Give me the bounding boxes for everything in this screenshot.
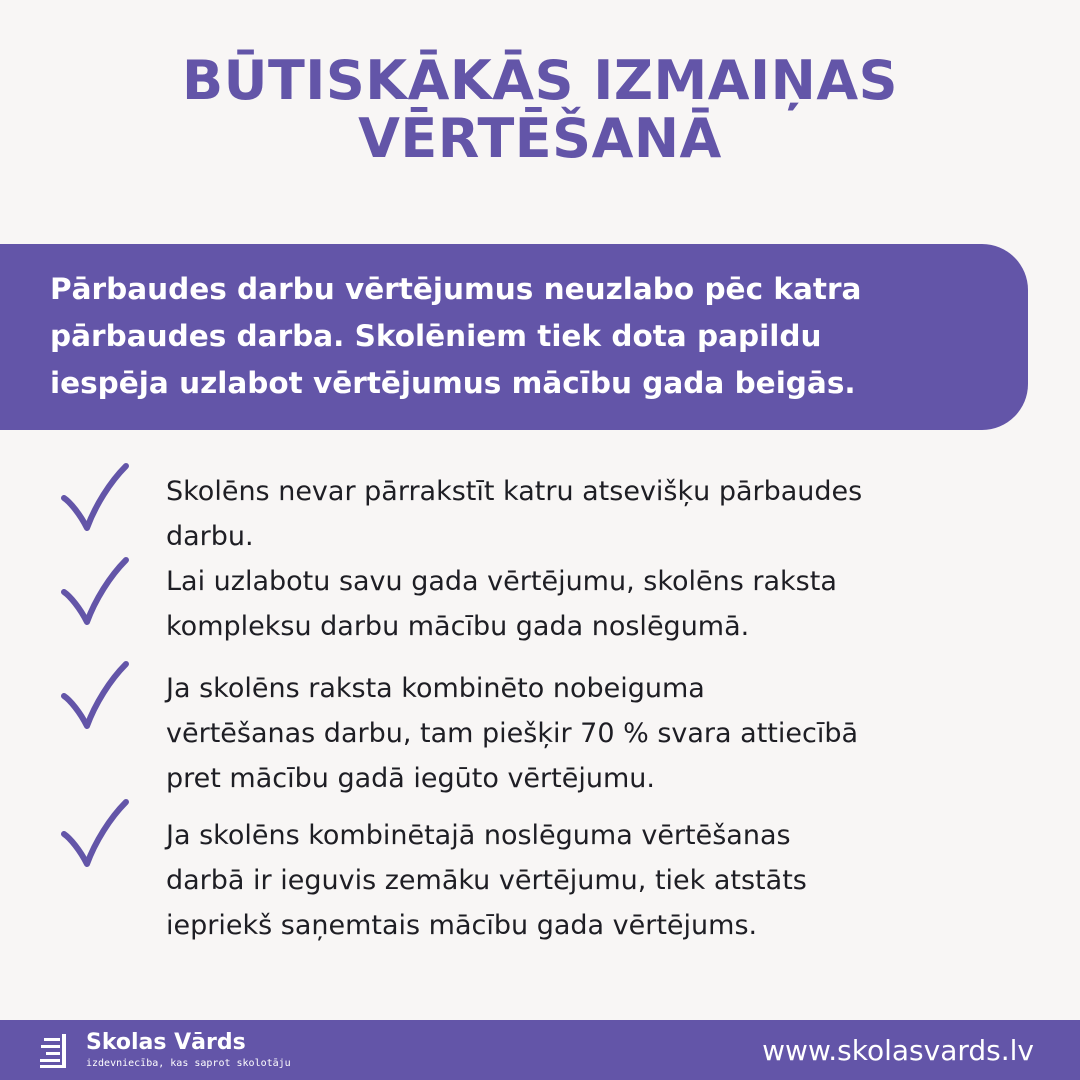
list-item-text [166, 559, 1046, 649]
website-link[interactable]: www.skolasvards.lv [762, 1034, 1034, 1067]
title-line: VĒRTĒŠANĀ [358, 107, 722, 170]
banner-line: iespēja uzlabot vērtējumus mācību gada beigās. [50, 366, 856, 400]
list-item-line: Skolēns nevar pārrakstīt katru atsevišķu pārbaudes [166, 476, 863, 507]
checkmark-icon [58, 798, 130, 870]
list-item-line: Ja skolēns kombinētajā noslēguma vērtēšanas [166, 820, 791, 851]
list-item-line: Lai uzlabotu savu gada vērtējumu, skolēns raksta [166, 566, 837, 597]
footer-bar [0, 1020, 1080, 1080]
list-item-line: kompleksu darbu mācību gada noslēgumā. [166, 611, 750, 642]
checkmark-icon [58, 556, 130, 628]
brand-tagline: izdevniecība, kas saprot skolotāju [86, 1058, 291, 1069]
list-item-line: iepriekš saņemtais mācību gada vērtējums. [166, 910, 758, 941]
checkmark-icon [58, 462, 130, 534]
checkmark-icon [58, 660, 130, 732]
title-line: BŪTISKĀKĀS IZMAIŅAS [181, 49, 899, 112]
brand-name: Skolas Vārds [86, 1030, 246, 1055]
banner-line: Pārbaudes darbu vērtējumus neuzlabo pēc katra [50, 272, 862, 306]
banner-line: pārbaudes darba. Skolēniem tiek dota papildu [50, 319, 822, 353]
list-item-line: darbu. [166, 521, 254, 552]
list-item-line: darbā ir ieguvis zemāku vērtējumu, tiek atstāts [166, 865, 807, 896]
stairs-logo-icon [38, 1032, 78, 1070]
list-item-line: Ja skolēns raksta kombinēto nobeiguma [166, 673, 705, 704]
list-item-text [166, 813, 1046, 948]
brand-logo[interactable] [38, 1028, 291, 1074]
list-item-line: vērtēšanas darbu, tam piešķir 70 % svara attiecībā [166, 718, 859, 749]
list-item-text [166, 469, 1046, 559]
list-item-text [166, 666, 1046, 801]
list-item-line: pret mācību gadā iegūto vērtējumu. [166, 763, 655, 794]
